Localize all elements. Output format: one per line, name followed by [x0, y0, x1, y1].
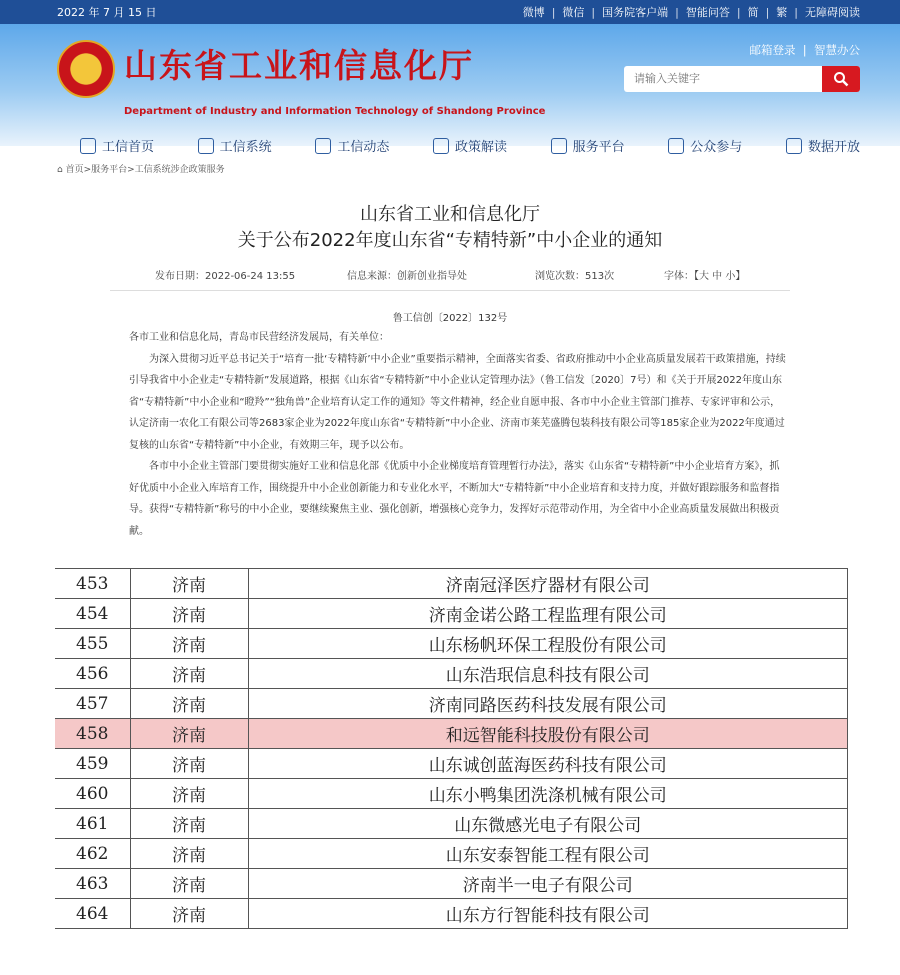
city: 济南 — [130, 749, 248, 779]
table-row — [55, 809, 848, 839]
table-row — [55, 689, 848, 719]
email-login-link[interactable]: 邮箱登录 — [749, 43, 796, 57]
company-name: 山东方行智能科技有限公司 — [248, 899, 848, 929]
top-links — [523, 4, 860, 20]
table-row — [55, 629, 848, 659]
view-count: 浏览次数：513次 — [535, 271, 615, 282]
paragraph: 为深入贯彻习近平总书记关于“培育一批‘专精特新’中小企业”重要指示精神，全面落实省委、省政府推动中小企业高质量发展若干政策措施，持续引导我省中小企业走“专精特新”发展道路，根据《山东省“专精特新”中小企业认定管理办法》（鲁工信发〔2020〕7号）和《关于开展2022年度山东省“专精特新”中小企业和“瞪羚”“独角兽”企业培育认定工作的通知》等文件精神，经企业自愿申报、各市中小企业主管部门推荐、专家评审和公示，认定济南一农化工有限公司等2683家企业为2022年度山东省“专精特新”中小企业、济南市莱芜盛腾包装科技有限公司等185家企业为2022年度通过复核的山东省“专精特新”中小企业，有效期三年，现予以公布。 — [129, 353, 786, 451]
nav-label: 服务平台 — [572, 140, 625, 155]
top-link[interactable]: 微信 — [562, 6, 585, 19]
search-input[interactable] — [624, 66, 822, 92]
article-title-line1: 山东省工业和信息化厅 — [360, 204, 540, 225]
top-link[interactable]: 无障碍阅读 — [805, 6, 860, 19]
company-name: 济南冠泽医疗器材有限公司 — [248, 569, 848, 599]
national-emblem-logo — [57, 40, 115, 98]
top-bar — [0, 0, 900, 24]
city: 济南 — [130, 899, 248, 929]
table-row — [55, 899, 848, 929]
nav-label: 数据开放 — [807, 140, 860, 155]
top-link[interactable]: 繁 — [776, 6, 788, 19]
nav-label: 政策解读 — [454, 140, 507, 155]
nav-label: 公众参与 — [690, 140, 743, 155]
nav-item[interactable] — [315, 136, 389, 155]
row-number: 458 — [55, 719, 130, 749]
separator: | — [591, 5, 596, 19]
separator: | — [794, 5, 798, 19]
table-row — [55, 779, 848, 809]
document-number: 鲁工信创〔2022〕132号 — [392, 313, 508, 324]
search-button[interactable] — [822, 66, 860, 92]
company-name: 山东杨帆环保工程股份有限公司 — [248, 629, 848, 659]
row-number: 464 — [55, 899, 130, 929]
article-title-line2: 关于公布2022年度山东省“专精特新”中小企业的通知 — [237, 230, 663, 251]
row-number: 453 — [55, 569, 130, 599]
nav-label: 工信系统 — [219, 140, 272, 155]
row-number: 461 — [55, 809, 130, 839]
separator: | — [765, 5, 770, 19]
site-title[interactable]: 山东省工业和信息化厅 — [124, 46, 474, 85]
nav-label: 工信动态 — [337, 140, 390, 155]
breadcrumb: ⌂ 首页>服务平台>工信系统涉企政策服务 — [57, 165, 225, 175]
top-link[interactable]: 智能问答 — [685, 6, 730, 19]
divider — [110, 290, 790, 291]
city: 济南 — [130, 689, 248, 719]
article-body — [129, 327, 789, 542]
company-name: 山东微感光电子有限公司 — [248, 809, 848, 839]
table-row — [55, 869, 848, 899]
site-title-en: Department of Industry and Information Technology of Shandong Province — [124, 106, 546, 117]
city: 济南 — [130, 869, 248, 899]
city: 济南 — [130, 599, 248, 629]
nav-icon — [668, 138, 684, 154]
row-number: 459 — [55, 749, 130, 779]
separator: | — [736, 5, 741, 19]
row-number: 456 — [55, 659, 130, 689]
city: 济南 — [130, 839, 248, 869]
company-name: 山东小鸭集团洗涤机械有限公司 — [248, 779, 848, 809]
nav-item[interactable] — [786, 136, 860, 155]
company-name: 济南同路医药科技发展有限公司 — [248, 689, 848, 719]
nav-icon — [433, 138, 449, 154]
nav-label: 工信首页 — [102, 140, 155, 155]
nav-icon — [786, 138, 802, 154]
paragraph: 各市中小企业主管部门要贯彻实施好工业和信息化部《优质中小企业梯度培育管理暂行办法》，落实《山东省“专精特新”中小企业培育方案》，抓好优质中小企业入库培育工作，围绕提升中小企业创新能力和专业化水平，不断加大“专精特新”中小企业培育和支持力度，并做好跟踪服务和监督指导。获得“专精特新”称号的中小企业，要继续聚焦主业、强化创新，增强核心竞争力，发挥好示范带动作用，为全省中小企业高质量发展做出积极贡献。 — [129, 461, 780, 537]
row-number: 463 — [55, 869, 130, 899]
breadcrumb-path[interactable]: 首页>服务平台>工信系统涉企政策服务 — [65, 165, 225, 175]
company-name: 山东浩珉信息科技有限公司 — [248, 659, 848, 689]
row-number: 457 — [55, 689, 130, 719]
publish-date: 发布日期：2022-06-24 13:55 — [155, 271, 296, 282]
company-name: 济南金诺公路工程监理有限公司 — [248, 599, 848, 629]
table-row — [55, 719, 848, 749]
nav-item[interactable] — [198, 136, 272, 155]
current-date: 2022 年 7 月 15 日 — [57, 6, 157, 19]
row-number: 460 — [55, 779, 130, 809]
company-name: 山东安泰智能工程有限公司 — [248, 839, 848, 869]
table-row — [55, 839, 848, 869]
nav-icon — [315, 138, 331, 154]
separator: | — [675, 5, 679, 19]
city: 济南 — [130, 719, 248, 749]
table-row — [55, 569, 848, 599]
nav-icon — [551, 138, 567, 154]
city: 济南 — [130, 809, 248, 839]
top-link[interactable]: 国务院客户端 — [602, 6, 669, 19]
nav-item[interactable] — [551, 136, 625, 155]
company-name: 山东诚创蓝海医药科技有限公司 — [248, 749, 848, 779]
search-box — [624, 66, 860, 92]
city: 济南 — [130, 629, 248, 659]
city: 济南 — [130, 659, 248, 689]
company-list-table — [55, 568, 848, 929]
city: 济南 — [130, 569, 248, 599]
table-row — [55, 749, 848, 779]
salutation: 各市工业和信息化局，青岛市民营经济发展局，有关单位： — [129, 332, 389, 343]
table-row — [55, 599, 848, 629]
company-name: 和远智能科技股份有限公司 — [248, 719, 848, 749]
main-nav — [80, 136, 860, 155]
city: 济南 — [130, 779, 248, 809]
row-number: 454 — [55, 599, 130, 629]
top-link[interactable]: 简 — [747, 6, 759, 19]
row-number: 462 — [55, 839, 130, 869]
nav-item[interactable] — [80, 136, 154, 155]
top-link[interactable]: 微博 — [522, 6, 545, 19]
search-icon — [833, 71, 849, 87]
smart-office-link[interactable]: 智慧办公 — [814, 43, 860, 57]
company-name: 济南半一电子有限公司 — [248, 869, 848, 899]
row-number: 455 — [55, 629, 130, 659]
info-source: 信息来源：创新创业指导处 — [347, 271, 467, 282]
nav-icon — [80, 138, 96, 154]
nav-icon — [198, 138, 214, 154]
table-row — [55, 659, 848, 689]
font-size-control[interactable]: 字体：【大 中 小】 — [664, 271, 746, 282]
separator: | — [551, 5, 556, 19]
nav-item[interactable] — [668, 136, 742, 155]
header-banner: 山东省工业和信息化厅 Department of Industry and Information Technology of Shandong Province 邮箱登录 | 智慧办公 请输入关键字 工信首页 工信系统 工信动态 政策解读 服务平台 公众参与 数据开放 — [0, 24, 900, 146]
nav-item[interactable] — [433, 136, 507, 155]
